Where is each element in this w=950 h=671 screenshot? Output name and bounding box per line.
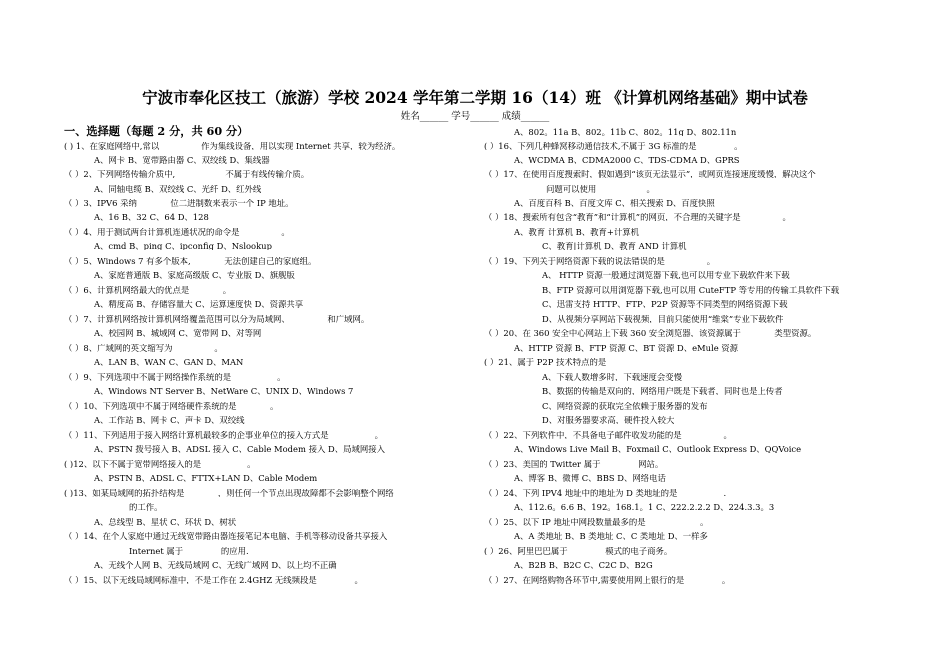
options-line: D、从视频分享网站下载视频，目前只能使用“维棠”专业下载软件 [542, 315, 784, 324]
options-line: A、A 类地址 B、B 类地址 C、C 类地址 D、一样多 [514, 532, 708, 541]
question-line: （ ）23、美国的 Twitter 属于_________网站。 [484, 460, 664, 469]
options-line: A、总线型 B、星状 C、环状 D、树状 [94, 518, 237, 527]
options-line: A、B2B B、B2C C、C2C D、B2G [514, 561, 653, 570]
question-line: （ ）2、下列网络传输介质中,____________不属于有线传输介质。 [64, 170, 310, 179]
options-line: A、PSTN 拨号接入 B、ADSL 接入 C、Cable Modem 接入 D、局域网接入 [94, 445, 385, 454]
options-line: C、迅雷支持 HTTP、FTP、P2P 资源等不同类型的网络资源下载 [542, 300, 788, 309]
question-line: （ ）9、下列选项中不属于网络操作系统的是___________。 [64, 373, 286, 382]
question-line: （ ）25、以下 IP 地址中网段数量最多的是_____________。 [484, 518, 709, 527]
options-line: A、同轴电缆 B、双绞线 C、光纤 D、红外线 [94, 185, 262, 194]
options-line: A、LAN B、WAN C、GAN D、MAN [94, 358, 244, 367]
options-line: A、教育 计算机 B、教育+计算机 [514, 228, 640, 237]
question-line: ( ）16、下列几种蜂窝移动通信技术,不属于 3G 标准的是_________。 [484, 142, 743, 151]
options-line: A、Windows Live Mail B、Foxmail C、Outlook Express D、QQVoice [514, 445, 802, 454]
options-line: A、百度百科 B、百度文库 C、相关搜索 D、百度快照 [514, 199, 715, 208]
question-line: （ ）24、下列 IPV4 地址中的地址为 D 类地址的是___________. [484, 489, 727, 498]
options-line: A、112.6。6.6 B、192。168.1。1 C、222.2.2.2 D、224.3.3。3 [514, 503, 775, 512]
question-line: （ ）10、下列选项中不属于网络硬件系统的是________。 [64, 402, 279, 411]
question-line: （ ）27、在网络购物各环节中,需要使用网上银行的是_________。 [484, 576, 731, 585]
options-line: A、家庭普通版 B、家庭高级版 C、专业版 D、旗舰版 [94, 271, 295, 280]
question-line: （ ）22、下列软件中，不具备电子邮件收发功能的是__________。 [484, 431, 732, 440]
question-line: ( ）26、阿里巴巴属于_________模式的电子商务。 [484, 547, 673, 556]
options-line: A、网卡 B、宽带路由器 C、双绞线 D、集线器 [94, 156, 270, 165]
options-line: A、博客 B、微博 C、BBS D、网络电话 [514, 474, 666, 483]
question-line: （ ）19、下列关于网络资源下载的说法错误的是__________。 [484, 257, 716, 266]
student-info: 姓名______ 学号______ 成绩______ [400, 111, 550, 122]
question-line: （ ）17、在使用百度搜索时，假如遇到“该页无法显示”，或网页连接速度缓慢，解决这个 [484, 170, 816, 179]
question-line: （ ）11、下列适用于接入网络计算机最较多的企事业单位的接入方式是___________。 [64, 431, 384, 440]
options-line: A、HTTP 资源 B、FTP 资源 C、BT 资源 D、eMule 资源 [514, 344, 739, 353]
options-line: A、下载人数增多时，下载速度会变慢 [542, 373, 683, 382]
question-line: （ ）7、计算机网络按计算机网络覆盖范围可以分为局域网、_________和广域网。 [64, 315, 370, 324]
options-line: D、对服务器要求高，硬件投入较大 [542, 416, 675, 425]
options-line: A、cmd B、ping C、ipconfig D、Nslookup [94, 242, 272, 251]
options-line: A、PSTN B、ADSL C、FTTX+LAN D、Cable Modem [94, 474, 318, 483]
page-title: 宁波市奉化区技工（旅游）学校 2024 学年第二学期 16（14）班 《计算机网络基础》期中试卷 [142, 88, 808, 107]
options-line: B、FTP 资源可以用浏览器下载,也可以用 CuteFTP 等专用的传输工具软件下载 [542, 286, 840, 295]
question-line: （ ）14、在个人家庭中通过无线宽带路由器连接笔记本电脑、手机等移动设备共享接入 [64, 532, 388, 541]
question-line: ( )12、以下不属于宽带网络接入的是___________。 [64, 460, 256, 469]
options-line: C、网络资源的获取完全依赖于服务器的发布 [542, 402, 708, 411]
question-line: （ ）4、用于测试两台计算机连通状况的命令是__________。 [64, 228, 290, 237]
options-line: B、数据的传输是双向的，网络用户既是下载者，同时也是上传者 [542, 387, 783, 396]
question-line: ( ) 1、在家庭网络中,常以__________作为集线设备，用以实现 Internet 共享，较为经济。 [64, 142, 401, 151]
options-line: A、 HTTP 资源一般通过浏览器下载,也可以用专业下载软件来下载 [542, 271, 790, 280]
options-line: A、无线个人网 B、无线局域网 C、无线广域网 D、以上均不正确 [94, 561, 337, 570]
options-line: A、Windows NT Server B、NetWare C、UNIX D、Windows 7 [94, 387, 354, 396]
options-line: A、校园网 B、城域网 C、宽带网 D、对等网 [94, 329, 262, 338]
question-line: （ ）20、在 360 安全中心网站上下载 360 安全浏览器，该资源属于________类型资源。 [484, 329, 817, 338]
options-line: A、16 B、32 C、64 D、128 [94, 213, 209, 222]
question-continuation: Internet 属于_________的应用. [129, 547, 249, 556]
question-line: （ ）15、以下无线局域网标准中，不是工作在 2.4GHZ 无线频段是_________。 [64, 576, 363, 585]
options-line: A、802。11a B、802。11b C、802。11g D、802.11n [514, 128, 737, 137]
section-title: 一、选择题（每题 2 分，共 60 分） [64, 124, 249, 138]
options-line: A、精度高 B、存储容量大 C、运算速度快 D、资源共享 [94, 300, 304, 309]
question-line: （ ）5、Windows 7 有多个版本,________无法创建自己的家庭组。 [64, 257, 317, 266]
options-line: A、工作站 B、网卡 C、声卡 D、双绞线 [94, 416, 245, 425]
question-line: （ ）6、计算机网络最大的优点是________。 [64, 286, 232, 295]
options-line: C、教育|计算机 D、教育 AND 计算机 [542, 242, 687, 251]
question-line: ( )13、如某局域网的拓扑结构是________，则任何一个节点出现故障都不会影响整个网络 [64, 489, 394, 498]
question-line: （ ）3、IPV6 采纳________位二进制数来表示一个 IP 地址。 [64, 199, 294, 208]
question-line: （ ）8、广域网的英文缩写为__________。 [64, 344, 223, 353]
question-line: （ ）18、搜索所有包含“教育”和“计算机”的网页，不合理的关键字是__________。 [484, 213, 791, 222]
question-line: ( ）21、属于 P2P 技术特点的是_________ [484, 358, 644, 367]
question-continuation: 问题可以使用____________。 [546, 185, 655, 194]
question-continuation: 的工作。 [129, 503, 163, 512]
options-line: A、WCDMA B、CDMA2000 C、TDS-CDMA D、GPRS [514, 156, 740, 165]
